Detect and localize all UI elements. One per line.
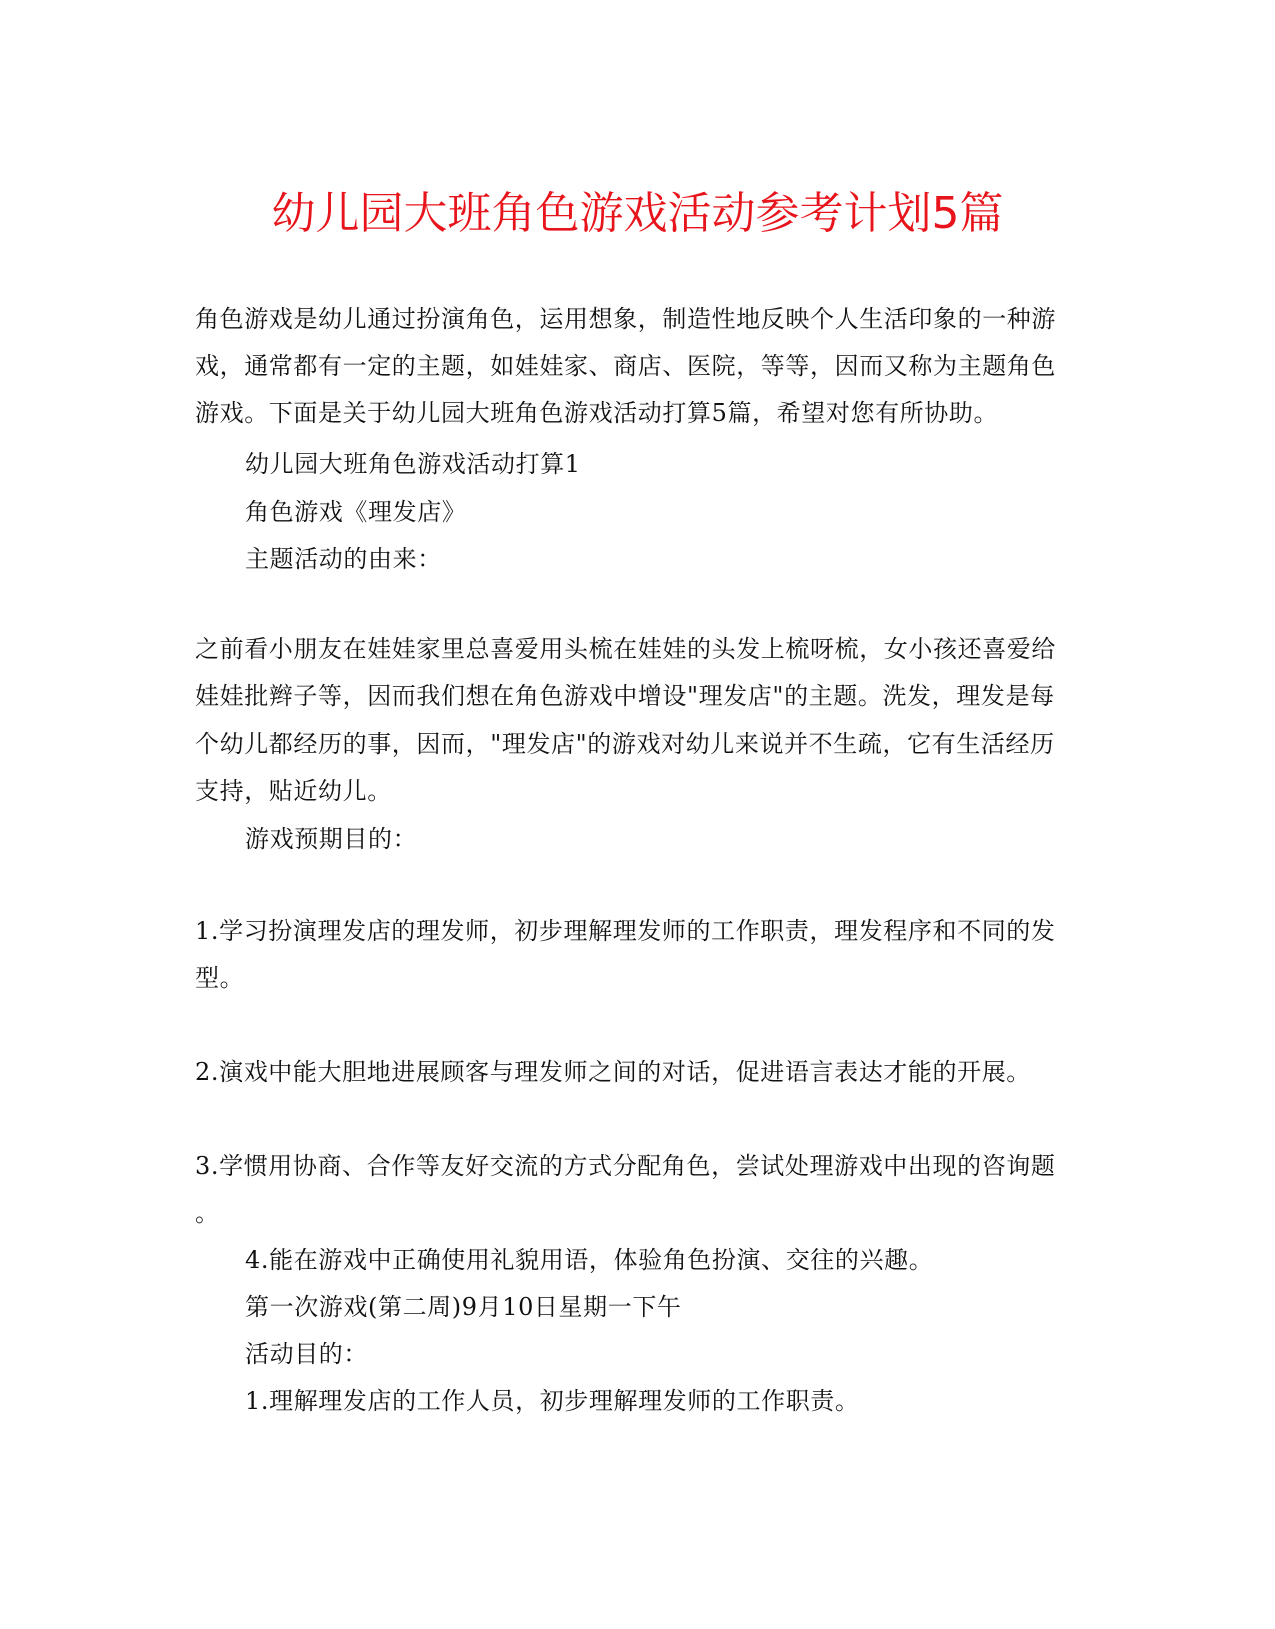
list-item: 1.学习扮演理发店的理发师，初步理解理发师的工作职责，理发程序和不同的发 xyxy=(195,917,1056,945)
list-item: 3.学惯用协商、合作等友好交流的方式分配角色，尝试处理游戏中出现的咨询题 xyxy=(195,1152,1056,1180)
list-item-continuation: 。 xyxy=(195,1199,220,1227)
subheading: 游戏预期目的： xyxy=(245,825,418,853)
subheading: 角色游戏《理发店》 xyxy=(245,498,467,526)
paragraph-line: 角色游戏是幼儿通过扮演角色，运用想象，制造性地反映个人生活印象的一种游 xyxy=(195,305,1056,333)
paragraph-line: 娃娃批辫子等，因而我们想在角色游戏中增设"理发店"的主题。洗发，理发是每 xyxy=(195,682,1055,710)
paragraph-line: 个幼儿都经历的事，因而，"理发店"的游戏对幼儿来说并不生疏，它有生活经历 xyxy=(195,730,1055,758)
paragraph-line: 之前看小朋友在娃娃家里总喜爱用头梳在娃娃的头发上梳呀梳，女小孩还喜爱给 xyxy=(195,635,1056,663)
paragraph-line: 游戏。下面是关于幼儿园大班角色游戏活动打算5篇，希望对您有所协助。 xyxy=(195,399,999,427)
document-title: 幼儿园大班角色游戏活动参考计划5篇 xyxy=(271,188,1004,239)
subheading: 第一次游戏(第二周)9月10日星期一下午 xyxy=(245,1293,682,1321)
subheading: 活动目的： xyxy=(245,1340,368,1368)
paragraph-line: 戏，通常都有一定的主题，如娃娃家、商店、医院，等等，因而又称为主题角色 xyxy=(195,352,1056,380)
subheading: 主题活动的由来： xyxy=(245,545,442,573)
section-heading: 幼儿园大班角色游戏活动打算1 xyxy=(245,450,581,478)
list-item: 2.演戏中能大胆地进展顾客与理发师之间的对话，促进语言表达才能的开展。 xyxy=(195,1058,1031,1086)
paragraph-line: 支持，贴近幼儿。 xyxy=(195,777,392,805)
list-item: 1.理解理发店的工作人员，初步理解理发师的工作职责。 xyxy=(245,1387,860,1415)
list-item: 4.能在游戏中正确使用礼貌用语，体验角色扮演、交往的兴趣。 xyxy=(245,1246,934,1274)
list-item-continuation: 型。 xyxy=(195,964,245,992)
